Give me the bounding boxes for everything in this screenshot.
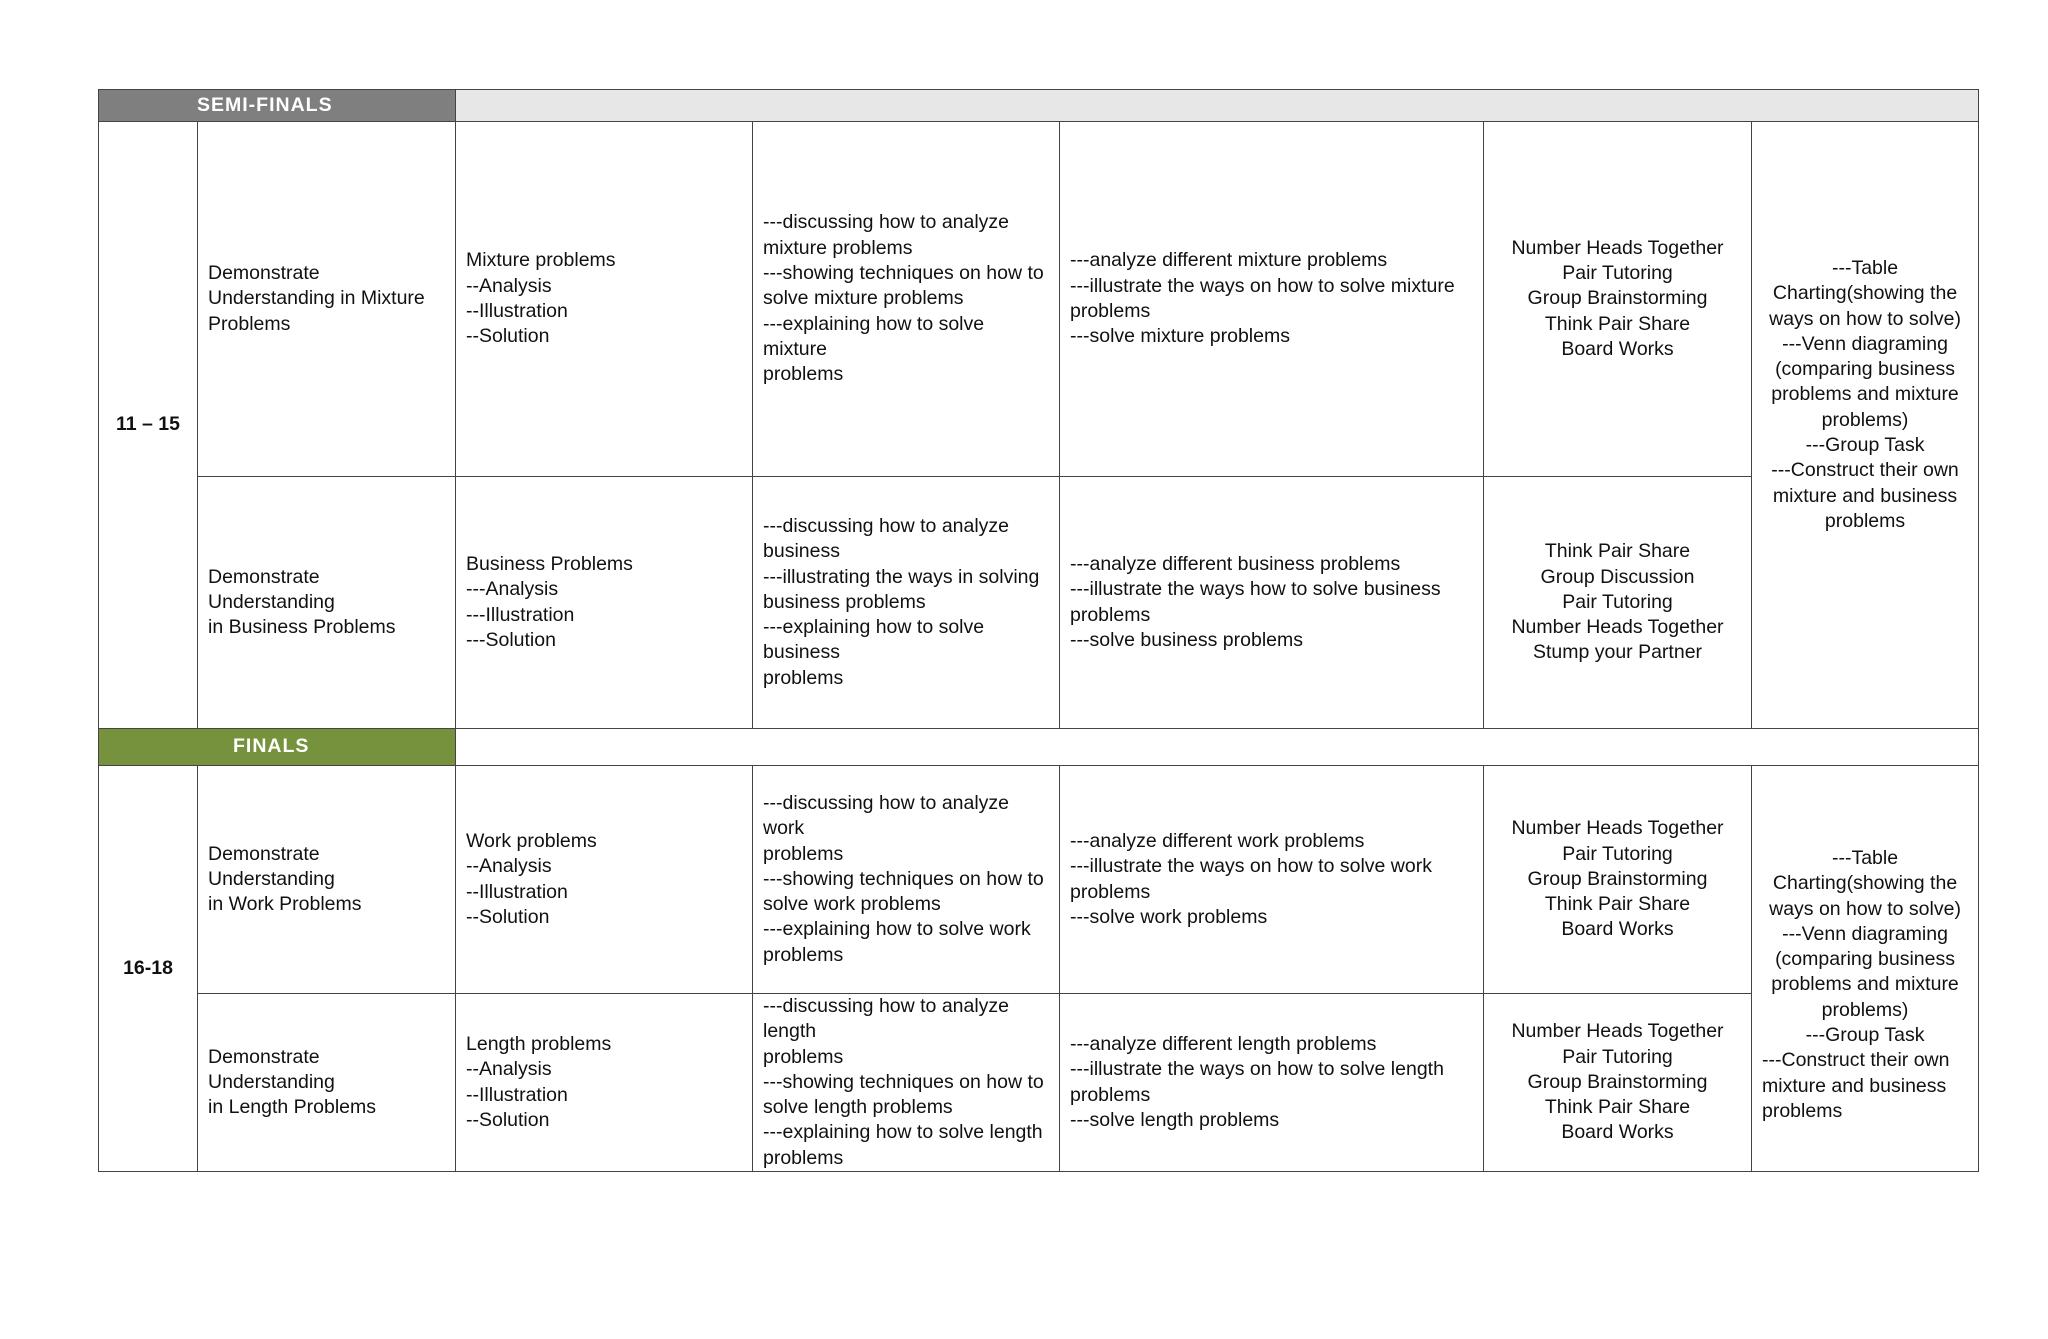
outcome-cell: Demonstrate Understanding in Work Problems [198,766,456,994]
student-activity-cell: ---analyze different mixture problems ---illustrate the ways on how to solve mixture problems ---solve mixture problems [1060,122,1484,477]
syllabus-sheet [98,89,1978,1172]
syllabus-table [98,89,1979,1172]
semi-finals-header: SEMI-FINALS [99,90,456,122]
table-row [99,122,1979,477]
strategies-cell: Number Heads Together Pair Tutoring Group Brainstorming Think Pair Share Board Works [1484,122,1752,477]
table-row [99,766,1979,994]
student-activity-cell: ---analyze different length problems ---illustrate the ways on how to solve length problems ---solve length problems [1060,994,1484,1172]
strategies-cell: Number Heads Together Pair Tutoring Group Brainstorming Think Pair Share Board Works [1484,766,1752,994]
teacher-activity-cell: ---discussing how to analyze mixture problems ---showing techniques on how to solve mixture problems ---explaining how to solve mixture problems [753,122,1060,477]
assessment-text-tail: ---Construct their own mixture and business problems [1762,1049,1950,1122]
student-activity-cell: ---analyze different work problems ---illustrate the ways on how to solve work problems ---solve work problems [1060,766,1484,994]
table-row [99,994,1979,1172]
finals-header-fill [456,729,1979,766]
strategies-cell: Think Pair Share Group Discussion Pair Tutoring Number Heads Together Stump your Partner [1484,477,1752,729]
teacher-activity-cell: ---discussing how to analyze business ---illustrating the ways in solving business problems ---explaining how to solve business problems [753,477,1060,729]
assessment-cell: ---Table Charting(showing the ways on how to solve) ---Venn diagraming (comparing business problems and mixture problems) ---Group Task ---Construct their own mixture and business problems [1752,122,1979,729]
content-cell: Mixture problems --Analysis --Illustration --Solution [456,122,753,477]
period-cell: 16-18 [99,766,198,1172]
strategies-cell: Number Heads Together Pair Tutoring Group Brainstorming Think Pair Share Board Works [1484,994,1752,1172]
student-activity-cell: ---analyze different business problems ---illustrate the ways how to solve business problems ---solve business problems [1060,477,1484,729]
semi-finals-header-row [99,90,1979,122]
content-cell: Work problems --Analysis --Illustration --Solution [456,766,753,994]
content-cell: Length problems --Analysis --Illustration --Solution [456,994,753,1172]
outcome-cell: Demonstrate Understanding in Length Problems [198,994,456,1172]
assessment-text: ---Table Charting(showing the ways on how to solve) ---Venn diagraming (comparing business problems and mixture problems) ---Group Task [1769,847,1961,1047]
finals-header: FINALS [99,729,456,766]
period-cell: 11 – 15 [99,122,198,729]
semi-finals-header-fill [456,90,1979,122]
outcome-cell: Demonstrate Understanding in Business Problems [198,477,456,729]
teacher-activity-cell: ---discussing how to analyze work problems ---showing techniques on how to solve work problems ---explaining how to solve work problems [753,766,1060,994]
content-cell: Business Problems ---Analysis ---Illustration ---Solution [456,477,753,729]
finals-header-row [99,729,1979,766]
assessment-cell [1752,766,1979,1172]
outcome-cell: Demonstrate Understanding in Mixture Problems [198,122,456,477]
teacher-activity-cell: ---discussing how to analyze length problems ---showing techniques on how to solve length problems ---explaining how to solve length problems [753,994,1060,1172]
table-row [99,477,1979,729]
